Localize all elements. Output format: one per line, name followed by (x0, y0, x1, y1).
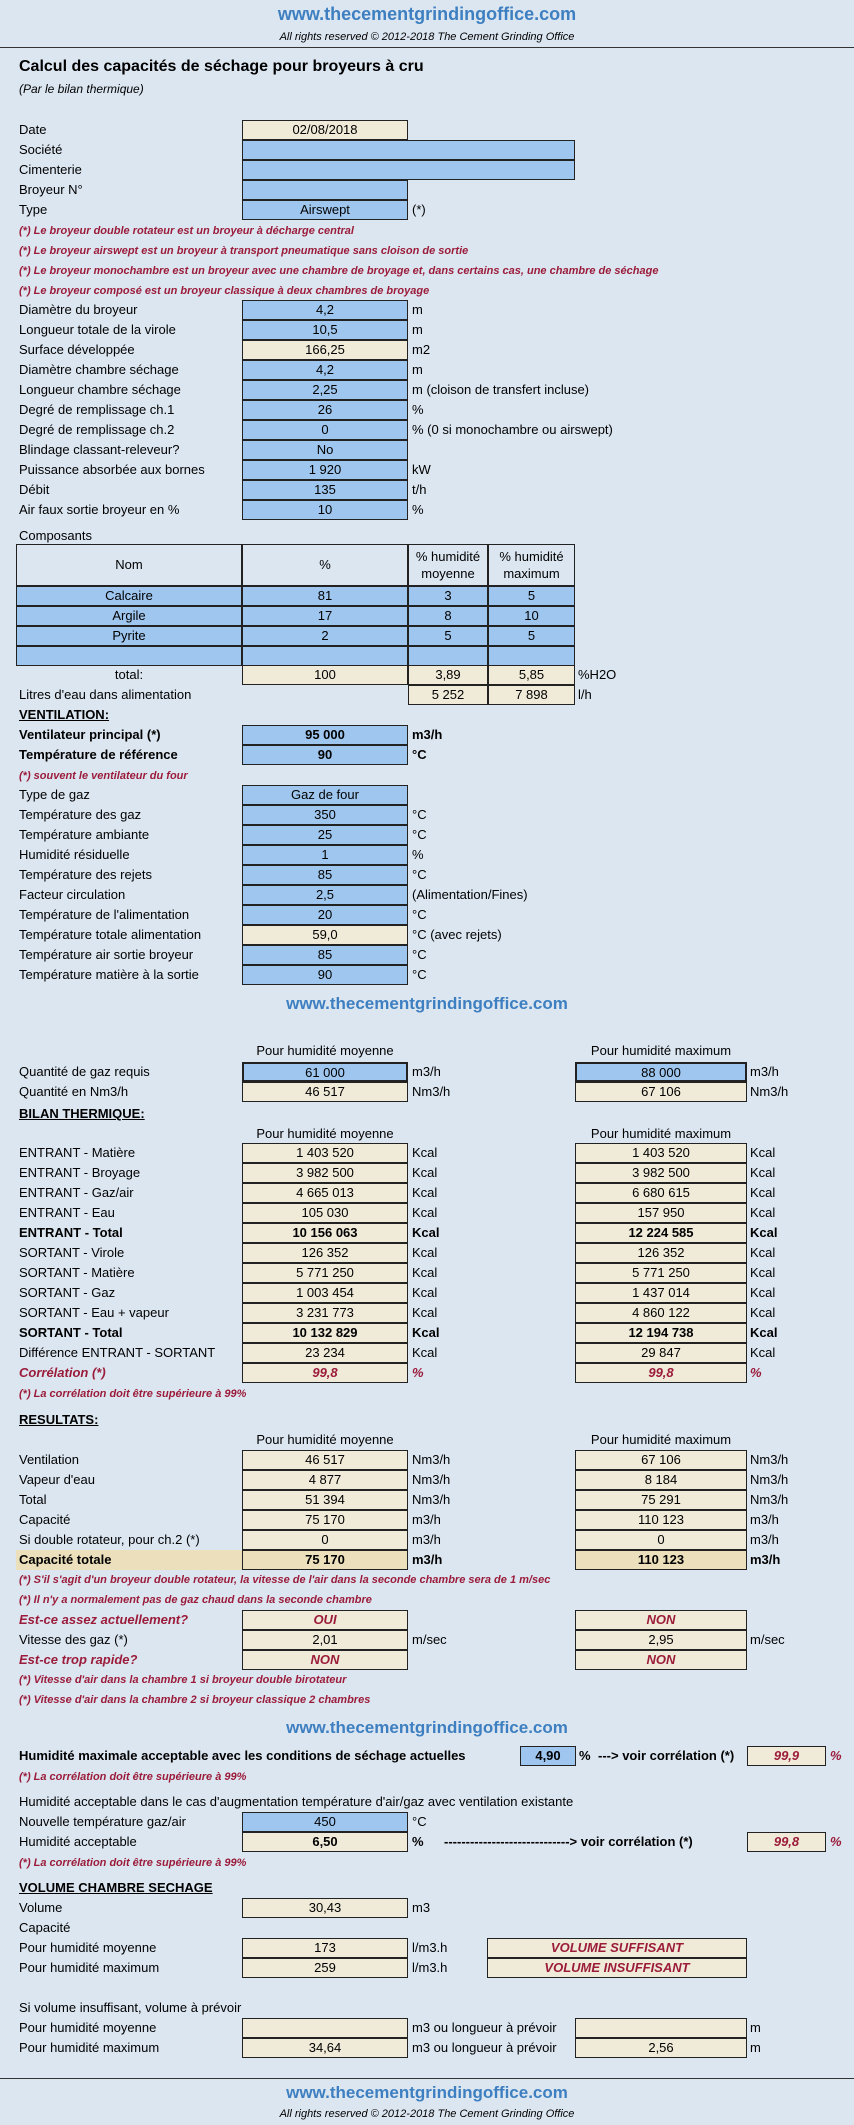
max-humidity-field[interactable]: 4,90 (520, 1746, 576, 1766)
result-hx-unit: m3/h (750, 1532, 779, 1547)
acceptable-humidity-arrow: -----------------------------> voir corrélation (*) (444, 1834, 693, 1849)
new-temp-field[interactable]: 450 (242, 1812, 408, 1832)
bilan-hm-unit: Kcal (412, 1145, 438, 1160)
volume-label: Volume (19, 1900, 63, 1915)
bilan-hm: 1 003 454 (242, 1283, 408, 1303)
bilan-hx-unit: Kcal (750, 1245, 776, 1260)
gas-param-value[interactable]: 90 (242, 965, 408, 985)
result-hx: 110 123 (575, 1510, 747, 1530)
max-humidity-arrow: ---> voir corrélation (*) (598, 1748, 735, 1763)
ref-temp-label: Température de référence (19, 747, 178, 762)
mill-param-value: 166,25 (242, 340, 408, 360)
water-label: Litres d'eau dans alimentation (19, 687, 192, 702)
gasreq-col-hm: Pour humidité moyenne (256, 1043, 394, 1058)
capacity-total-hm: 75 170 (242, 1550, 408, 1570)
mill-param-value[interactable]: 2,25 (242, 380, 408, 400)
bilan-hx-unit: Kcal (750, 1145, 776, 1160)
bilan-label: SORTANT - Gaz (19, 1285, 116, 1300)
mill-param-label: Air faux sortie broyeur en % (19, 502, 180, 517)
gas-param-label: Température matière à la sortie (19, 967, 199, 982)
mill-param-value[interactable]: 135 (242, 480, 408, 500)
societe-label: Société (19, 142, 63, 157)
gas-param-label: Type de gaz (19, 787, 90, 802)
bilan-hx: 126 352 (575, 1243, 747, 1263)
broyeur-field[interactable] (242, 180, 408, 200)
type-note: (*) Le broyeur composé est un broyeur classique à deux chambres de broyage (19, 285, 430, 297)
component-name[interactable]: Pyrite (16, 626, 242, 646)
volume-hm-label: Pour humidité moyenne (19, 1940, 157, 1955)
gas-param-label: Facteur circulation (19, 887, 126, 902)
result-hx-unit: Nm3/h (750, 1492, 789, 1507)
mill-param-value[interactable]: 10 (242, 500, 408, 520)
water-unit: l/h (578, 687, 592, 702)
bilan-label: SORTANT - Matière (19, 1265, 135, 1280)
type-note: (*) Le broyeur airswept est un broyeur à transport pneumatique sans cloison de sortie (19, 245, 469, 257)
mill-param-label: Degré de remplissage ch.2 (19, 422, 175, 437)
max-humidity-correlation: 99,9 (747, 1746, 826, 1766)
gas-param-unit: °C (412, 867, 427, 882)
component-name[interactable] (16, 646, 242, 666)
results-note-4: (*) Vitesse d'air dans la chambre 2 si broyeur classique 2 chambres (19, 1694, 371, 1706)
ref-temp-field[interactable]: 90 (242, 745, 408, 765)
gas-param-unit: % (412, 847, 424, 862)
mill-param-value[interactable]: 1 920 (242, 460, 408, 480)
speed-hm-unit: m/sec (412, 1632, 447, 1647)
copyright-top: All rights reserved © 2012-2018 The Cement Grinding Office (279, 31, 575, 43)
bilan-hx: 12 194 738 (575, 1323, 747, 1343)
gasreq-hx[interactable]: 88 000 (575, 1062, 747, 1082)
component-pct[interactable] (242, 646, 408, 666)
enough-label: Est-ce assez actuellement? (19, 1612, 189, 1627)
mill-param-unit: t/h (412, 482, 427, 497)
results-note-1: (*) S'il s'agit d'un broyeur double rotateur, la vitesse de l'air dans la seconde chambre sera de 1 m/sec (19, 1574, 551, 1586)
gas-param-value: 59,0 (242, 925, 408, 945)
component-hx[interactable]: 5 (488, 586, 575, 606)
gas-param-label: Température des rejets (19, 867, 152, 882)
bilan-hm-unit: Kcal (412, 1185, 438, 1200)
bilan-label: SORTANT - Total (19, 1325, 123, 1340)
increase-label: Humidité acceptable dans le cas d'augmentation température d'air/gaz avec ventilation existante (19, 1794, 574, 1809)
bilan-hx-unit: Kcal (750, 1325, 778, 1340)
component-name[interactable]: Calcaire (16, 586, 242, 606)
speed-hx: 2,95 (575, 1630, 747, 1650)
components-title: Composants (19, 528, 92, 543)
bilan-label: SORTANT - Virole (19, 1245, 125, 1260)
volume-hm-field: 173 (242, 1938, 408, 1958)
date-field[interactable]: 02/08/2018 (242, 120, 408, 140)
result-hm-unit: Nm3/h (412, 1472, 451, 1487)
mill-param-value[interactable]: 4,2 (242, 300, 408, 320)
ref-temp-unit: °C (412, 747, 427, 762)
mill-param-label: Degré de remplissage ch.1 (19, 402, 175, 417)
volume-hx-unit: l/m3.h (412, 1960, 448, 1975)
gasreq-label: Quantité de gaz requis (19, 1064, 150, 1079)
gas-param-value[interactable]: 2,5 (242, 885, 408, 905)
mill-param-value[interactable]: 0 (242, 420, 408, 440)
acceptable-humidity-correlation-unit: % (830, 1834, 842, 1849)
bilan-title: BILAN THERMIQUE: (19, 1106, 145, 1121)
insufficient-label: Si volume insuffisant, volume à prévoir (19, 2000, 242, 2015)
cimenterie-field[interactable] (242, 160, 575, 180)
bilan-hm: 10 156 063 (242, 1223, 408, 1243)
volume-title: VOLUME CHAMBRE SECHAGE (19, 1880, 213, 1895)
bilan-hm: 126 352 (242, 1243, 408, 1263)
bilan-hx-unit: Kcal (750, 1205, 776, 1220)
mill-param-label: Longueur chambre séchage (19, 382, 181, 397)
volume-capacity-label: Capacité (19, 1920, 71, 1935)
bilan-hm: 5 771 250 (242, 1263, 408, 1283)
provide-hx-length: 2,56 (575, 2038, 747, 2058)
bilan-hx-unit: Kcal (750, 1285, 776, 1300)
result-hx: 0 (575, 1530, 747, 1550)
fast-label: Est-ce trop rapide? (19, 1652, 138, 1667)
result-label: Total (19, 1492, 47, 1507)
water-hx: 7 898 (488, 685, 575, 705)
result-hm-unit: m3/h (412, 1532, 441, 1547)
max-humidity-unit: % (579, 1748, 591, 1763)
component-name[interactable]: Argile (16, 606, 242, 626)
divider-bottom (0, 2078, 854, 2079)
bilan-hm-unit: Kcal (412, 1165, 438, 1180)
bilan-hx: 4 860 122 (575, 1303, 747, 1323)
gas-param-label: Température air sortie broyeur (19, 947, 194, 962)
mill-param-value[interactable]: 4,2 (242, 360, 408, 380)
fast-hm: NON (242, 1650, 408, 1670)
bilan-hm-unit: Kcal (412, 1345, 438, 1360)
bilan-hm: 105 030 (242, 1203, 408, 1223)
site-banner-bottom[interactable]: www.thecementgrindingoffice.com (286, 2083, 568, 2102)
results-col-hx: Pour humidité maximum (590, 1432, 732, 1447)
provide-hm-unit: m (750, 2020, 761, 2035)
provide-hx-volume: 34,64 (242, 2038, 408, 2058)
site-banner-middle[interactable]: www.thecementgrindingoffice.com (286, 994, 568, 1013)
gasreq-hx-unit: Nm3/h (750, 1084, 789, 1099)
new-temp-unit: °C (412, 1814, 427, 1829)
gasreq-hm[interactable]: 61 000 (242, 1062, 408, 1082)
societe-field[interactable] (242, 140, 575, 160)
components-header-name: Nom (115, 557, 143, 572)
humidity-note-2: (*) La corrélation doit être supérieure à 99% (19, 1857, 247, 1869)
provide-hx-unit: m (750, 2040, 761, 2055)
date-label: Date (19, 122, 47, 137)
provide-hm-label: Pour humidité moyenne (19, 2020, 157, 2035)
mill-param-unit: m2 (412, 342, 431, 357)
mill-param-label: Surface développée (19, 342, 135, 357)
gas-param-label: Humidité résiduelle (19, 847, 130, 862)
bilan-label: Différence ENTRANT - SORTANT (19, 1345, 216, 1360)
bilan-label: ENTRANT - Matière (19, 1145, 136, 1160)
bilan-hm-unit: Kcal (412, 1325, 440, 1340)
results-note-3: (*) Vitesse d'air dans la chambre 1 si broyeur double birotateur (19, 1674, 347, 1686)
acceptable-humidity-correlation: 99,8 (747, 1832, 826, 1852)
capacity-total-hm-unit: m3/h (412, 1552, 443, 1567)
bilan-hm: 4 665 013 (242, 1183, 408, 1203)
bilan-col-hm: Pour humidité moyenne (256, 1126, 394, 1141)
component-pct[interactable]: 2 (242, 626, 408, 646)
gas-param-unit: °C (412, 907, 427, 922)
site-banner-lower[interactable]: www.thecementgrindingoffice.com (286, 1718, 568, 1737)
bilan-note: (*) La corrélation doit être supérieure à 99% (19, 1388, 247, 1400)
provide-hx-label: Pour humidité maximum (19, 2040, 160, 2055)
result-hm-unit: m3/h (412, 1512, 441, 1527)
mill-param-label: Débit (19, 482, 50, 497)
gas-param-value[interactable]: 25 (242, 825, 408, 845)
volume-hm-unit: l/m3.h (412, 1940, 448, 1955)
result-hm: 0 (242, 1530, 408, 1550)
component-hx[interactable]: 10 (488, 606, 575, 626)
mill-param-label: Puissance absorbée aux bornes (19, 462, 205, 477)
bilan-hm-unit: Kcal (412, 1205, 438, 1220)
mill-param-unit: kW (412, 462, 431, 477)
ventilation-note: (*) souvent le ventilateur du four (19, 770, 188, 782)
type-label: Type (19, 202, 48, 217)
mill-param-unit: % (0 si monochambre ou airswept) (412, 422, 613, 437)
result-label: Capacité (19, 1512, 71, 1527)
gas-param-unit: °C (avec rejets) (412, 927, 502, 942)
mill-param-label: Diamètre du broyeur (19, 302, 138, 317)
results-col-hm: Pour humidité moyenne (256, 1432, 394, 1447)
enough-hm: OUI (242, 1610, 408, 1630)
bilan-hm: 10 132 829 (242, 1323, 408, 1343)
gasreq-hm: 46 517 (242, 1082, 408, 1102)
type-field[interactable]: Airswept (242, 200, 408, 220)
component-hm[interactable]: 3 (408, 586, 488, 606)
max-humidity-label: Humidité maximale acceptable avec les conditions de séchage actuelles (19, 1748, 466, 1763)
components-total-hm: 3,89 (408, 665, 488, 685)
mill-param-unit: % (412, 402, 424, 417)
volume-hm-status: VOLUME SUFFISANT (487, 1938, 747, 1958)
mill-param-unit: % (412, 502, 424, 517)
gas-param-unit: °C (412, 967, 427, 982)
type-note: (*) Le broyeur double rotateur est un broyeur à décharge central (19, 225, 354, 237)
volume-hx-label: Pour humidité maximum (19, 1960, 160, 1975)
components-total-pct: 100 (242, 665, 408, 685)
result-hm-unit: Nm3/h (412, 1452, 451, 1467)
speed-label: Vitesse des gaz (*) (19, 1632, 128, 1647)
gas-param-unit: (Alimentation/Fines) (412, 887, 528, 902)
acceptable-humidity-unit: % (412, 1834, 424, 1849)
mill-param-value[interactable]: No (242, 440, 408, 460)
component-hx[interactable] (488, 646, 575, 666)
divider-top (0, 47, 854, 48)
bilan-hx: 1 437 014 (575, 1283, 747, 1303)
mill-param-label: Blindage classant-releveur? (19, 442, 180, 457)
result-hm: 75 170 (242, 1510, 408, 1530)
water-hm: 5 252 (408, 685, 488, 705)
type-note: (*) Le broyeur monochambre est un broyeur avec une chambre de broyage et, dans certains cas, une chambre de séchage (19, 265, 659, 277)
fan-label: Ventilateur principal (*) (19, 727, 161, 742)
fast-hx: NON (575, 1650, 747, 1670)
bilan-hx-unit: Kcal (750, 1165, 776, 1180)
bilan-hm-unit: Kcal (412, 1245, 438, 1260)
components-header-hx: % humidité maximum (499, 549, 564, 581)
results-title: RESULTATS: (19, 1412, 99, 1427)
components-header-pct: % (319, 557, 331, 572)
gas-param-value[interactable]: 85 (242, 945, 408, 965)
speed-hm: 2,01 (242, 1630, 408, 1650)
result-label: Ventilation (19, 1452, 79, 1467)
bilan-hx-unit: Kcal (750, 1305, 776, 1320)
gas-param-label: Température de l'alimentation (19, 907, 190, 922)
bilan-hm-unit: Kcal (412, 1225, 440, 1240)
component-pct[interactable]: 17 (242, 606, 408, 626)
bilan-hx-unit: Kcal (750, 1225, 778, 1240)
bilan-label: ENTRANT - Eau (19, 1205, 115, 1220)
bilan-label: SORTANT - Eau + vapeur (19, 1305, 169, 1320)
component-hm[interactable]: 5 (408, 626, 488, 646)
bilan-hx: 29 847 (575, 1343, 747, 1363)
volume-unit: m3 (412, 1900, 431, 1915)
result-hx: 75 291 (575, 1490, 747, 1510)
result-label: Vapeur d'eau (19, 1472, 95, 1487)
page-subtitle: (Par le bilan thermique) (19, 82, 144, 96)
humidity-note-1: (*) La corrélation doit être supérieure à 99% (19, 1771, 247, 1783)
results-note-2: (*) Il n'y a normalement pas de gaz chaud dans la seconde chambre (19, 1594, 372, 1606)
cimenterie-label: Cimenterie (19, 162, 82, 177)
volume-hx-field: 259 (242, 1958, 408, 1978)
gas-param-label: Température ambiante (19, 827, 150, 842)
max-humidity-correlation-unit: % (830, 1748, 842, 1763)
bilan-hm-unit: Kcal (412, 1305, 438, 1320)
mill-param-unit: m (412, 302, 423, 317)
mill-param-label: Diamètre chambre séchage (19, 362, 179, 377)
components-total-hx: 5,85 (488, 665, 575, 685)
gas-param-value[interactable]: 85 (242, 865, 408, 885)
components-total-unit: %H2O (578, 667, 617, 682)
bilan-hx: 3 982 500 (575, 1163, 747, 1183)
gas-param-unit: °C (412, 947, 427, 962)
bilan-hm-unit: Kcal (412, 1265, 438, 1280)
acceptable-humidity-field: 6,50 (242, 1832, 408, 1852)
bilan-hm: 3 982 500 (242, 1163, 408, 1183)
result-hm: 51 394 (242, 1490, 408, 1510)
copyright-bottom: All rights reserved © 2012-2018 The Cement Grinding Office (279, 2108, 575, 2120)
gas-param-unit: °C (412, 807, 427, 822)
mill-param-value[interactable]: 26 (242, 400, 408, 420)
bilan-hx: 12 224 585 (575, 1223, 747, 1243)
result-hx-unit: Nm3/h (750, 1452, 789, 1467)
volume-field: 30,43 (242, 1898, 408, 1918)
acceptable-humidity-label: Humidité acceptable (19, 1834, 137, 1849)
bilan-label: ENTRANT - Gaz/air (19, 1185, 134, 1200)
bilan-hx-unit: Kcal (750, 1265, 776, 1280)
ventilation-title: VENTILATION: (19, 707, 110, 722)
gasreq-hm-unit: Nm3/h (412, 1084, 451, 1099)
result-hx: 8 184 (575, 1470, 747, 1490)
gas-param-value[interactable]: 20 (242, 905, 408, 925)
mill-param-unit: m (412, 362, 423, 377)
bilan-hm-unit: Kcal (412, 1285, 438, 1300)
mill-param-unit: m (412, 322, 423, 337)
correlation-hm-unit: % (412, 1365, 424, 1380)
correlation-label: Corrélation (*) (19, 1365, 106, 1380)
bilan-hm: 3 231 773 (242, 1303, 408, 1323)
gas-param-value[interactable]: 350 (242, 805, 408, 825)
correlation-hm: 99,8 (242, 1363, 408, 1383)
enough-hx: NON (575, 1610, 747, 1630)
gas-param-unit: °C (412, 827, 427, 842)
fan-field[interactable]: 95 000 (242, 725, 408, 745)
component-hm[interactable] (408, 646, 488, 666)
gasreq-hm-unit: m3/h (412, 1064, 441, 1079)
capacity-total-label: Capacité totale (19, 1552, 112, 1567)
type-note-mark: (*) (412, 202, 426, 217)
result-hm: 46 517 (242, 1450, 408, 1470)
gasreq-hx: 67 106 (575, 1082, 747, 1102)
gasreq-label: Quantité en Nm3/h (19, 1084, 129, 1099)
fan-unit: m3/h (412, 727, 443, 742)
component-pct[interactable]: 81 (242, 586, 408, 606)
gasreq-hx-unit: m3/h (750, 1064, 779, 1079)
bilan-hx: 157 950 (575, 1203, 747, 1223)
result-hx: 67 106 (575, 1450, 747, 1470)
component-hx[interactable]: 5 (488, 626, 575, 646)
bilan-hm: 23 234 (242, 1343, 408, 1363)
provide-hm-length (575, 2018, 747, 2038)
gas-param-value[interactable]: 1 (242, 845, 408, 865)
gas-param-label: Température des gaz (19, 807, 142, 822)
mill-param-label: Longueur totale de la virole (19, 322, 176, 337)
correlation-hx: 99,8 (575, 1363, 747, 1383)
result-hx-unit: m3/h (750, 1512, 779, 1527)
new-temp-label: Nouvelle température gaz/air (19, 1814, 186, 1829)
result-label: Si double rotateur, pour ch.2 (*) (19, 1532, 200, 1547)
bilan-col-hx: Pour humidité maximum (590, 1126, 732, 1141)
mill-param-unit: m (cloison de transfert incluse) (412, 382, 590, 397)
bilan-hx: 6 680 615 (575, 1183, 747, 1203)
result-hm: 4 877 (242, 1470, 408, 1490)
provide-hx-mid: m3 ou longueur à prévoir (412, 2040, 557, 2055)
bilan-hx-unit: Kcal (750, 1185, 776, 1200)
bilan-label: ENTRANT - Broyage (19, 1165, 141, 1180)
bilan-hm: 1 403 520 (242, 1143, 408, 1163)
result-hx-unit: Nm3/h (750, 1472, 789, 1487)
bilan-hx: 1 403 520 (575, 1143, 747, 1163)
bilan-hx-unit: Kcal (750, 1345, 776, 1360)
correlation-hx-unit: % (750, 1365, 762, 1380)
result-hm-unit: Nm3/h (412, 1492, 451, 1507)
component-hm[interactable]: 8 (408, 606, 488, 626)
capacity-total-hx-unit: m3/h (750, 1552, 781, 1567)
bilan-label: ENTRANT - Total (19, 1225, 123, 1240)
broyeur-label: Broyeur N° (19, 182, 83, 197)
gas-param-value[interactable]: Gaz de four (242, 785, 408, 805)
components-total-label: total: (114, 667, 144, 682)
capacity-total-hx: 110 123 (575, 1550, 747, 1570)
site-banner-top[interactable]: www.thecementgrindingoffice.com (277, 4, 577, 24)
gasreq-col-hx: Pour humidité maximum (590, 1043, 732, 1058)
volume-hx-status: VOLUME INSUFFISANT (487, 1958, 747, 1978)
bilan-hx: 5 771 250 (575, 1263, 747, 1283)
provide-hm-volume (242, 2018, 408, 2038)
mill-param-value[interactable]: 10,5 (242, 320, 408, 340)
gas-param-label: Température totale alimentation (19, 927, 202, 942)
components-header-hm: % humidité moyenne (415, 549, 481, 581)
speed-hx-unit: m/sec (750, 1632, 785, 1647)
provide-hm-mid: m3 ou longueur à prévoir (412, 2020, 557, 2035)
page-title: Calcul des capacités de séchage pour broyeurs à cru (19, 58, 424, 75)
